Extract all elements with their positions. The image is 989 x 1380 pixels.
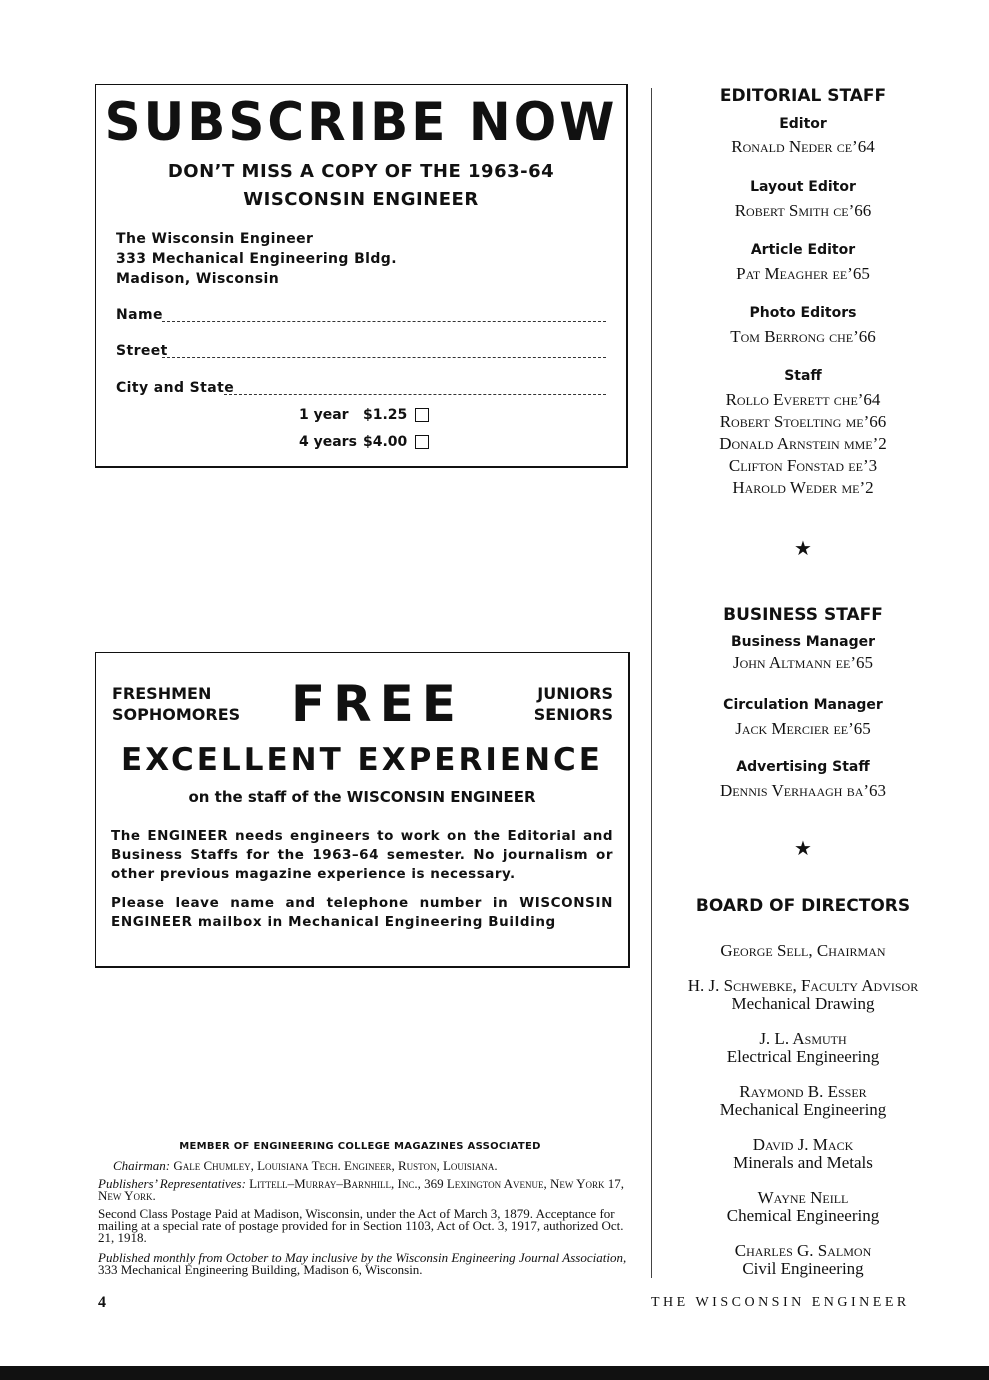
reps-line	[98, 1178, 633, 1202]
city-state-blank[interactable]	[224, 394, 606, 395]
star-divider-icon: ★	[794, 536, 812, 560]
recruit-paragraph: The ENGINEER needs engineers to work on the Editorial and Business Staffs for the 1963–64 semester. No journalism or other previous magazine experience is necessary.	[111, 828, 613, 882]
street-label: Street	[116, 343, 168, 359]
board-member-dept: Chemical Engineering	[726, 1206, 880, 1225]
scan-edge	[0, 1366, 989, 1380]
option-price: $4.00	[363, 434, 408, 450]
free-heading: FREE	[291, 675, 464, 733]
editorial-staff-heading: EDITORIAL STAFF	[719, 86, 887, 106]
reps-text: Littell–Murray–Barnhill, Inc., 369 Lexington Avenue, New York 17, New York.	[98, 1176, 625, 1203]
chairman-text: Gale Chumley, Louisiana Tech. Engineer, Ruston, Louisiana.	[173, 1158, 498, 1173]
board-member-name: J. L. Asmuth	[759, 1029, 847, 1048]
name-field[interactable]	[116, 307, 606, 327]
reps-label: Publishers’ Representatives:	[98, 1176, 246, 1191]
published-text: Published monthly from October to May inclusive by the Wisconsin Engineering Journal Association,	[98, 1250, 627, 1265]
staff-member: Rollo Everett che’64	[725, 390, 881, 409]
class-seniors: SENIORS	[533, 705, 613, 724]
option-price: $1.25	[363, 407, 408, 423]
editor-role: Editor	[779, 116, 827, 132]
staff-role: Staff	[784, 368, 822, 384]
board-heading: BOARD OF DIRECTORS	[695, 896, 911, 916]
board-member-name: David J. Mack	[752, 1135, 854, 1154]
advertising-staff-name: Dennis Verhaagh ba’63	[719, 781, 887, 800]
board-member-dept: Mechanical Drawing	[731, 994, 875, 1013]
circulation-manager-role: Circulation Manager	[723, 697, 883, 713]
board-member-dept: Civil Engineering	[742, 1259, 864, 1278]
class-juniors: JUNIORS	[537, 684, 613, 703]
board-member-name: Raymond B. Esser	[739, 1082, 867, 1101]
star-divider-icon: ★	[794, 836, 812, 860]
chairman-label: Chairman:	[113, 1158, 171, 1173]
board-member-name: George Sell, Chairman	[720, 941, 886, 960]
option-term: 1 year	[299, 407, 349, 423]
one-year-checkbox[interactable]	[415, 408, 429, 422]
photo-editors-role: Photo Editors	[749, 305, 857, 321]
staff-member: Clifton Fonstad ee’3	[728, 456, 878, 475]
experience-title: EXCELLENT EXPERIENCE	[121, 742, 603, 778]
circulation-manager-name: Jack Mercier ee’65	[735, 719, 871, 738]
layout-editor-name: Robert Smith ce’66	[734, 201, 872, 220]
address-line: The Wisconsin Engineer	[116, 231, 314, 247]
staff-member: Robert Stoelting me’66	[719, 412, 887, 431]
free-experience-box	[95, 652, 630, 968]
published-line	[98, 1252, 633, 1276]
board-member-dept: Electrical Engineering	[726, 1047, 880, 1066]
advertising-staff-role: Advertising Staff	[736, 759, 870, 775]
staff-member: Harold Weder me’2	[732, 478, 874, 497]
chairman-line	[113, 1160, 633, 1172]
city-state-field[interactable]	[116, 380, 606, 400]
business-manager-role: Business Manager	[731, 634, 875, 650]
business-staff-heading: BUSINESS STAFF	[723, 605, 883, 625]
member-line: MEMBER OF ENGINEERING COLLEGE MAGAZINES ASSOCIATED	[179, 1141, 541, 1152]
option-term: 4 years	[299, 434, 357, 450]
street-blank[interactable]	[162, 357, 606, 358]
board-member-name: Charles G. Salmon	[734, 1241, 872, 1260]
editor-name: Ronald Neder ce’64	[731, 137, 875, 156]
subscribe-line-2: WISCONSIN ENGINEER	[243, 189, 479, 210]
contact-paragraph: Please leave name and telephone number in WISCONSIN ENGINEER mailbox in Mechanical Engineering Building	[111, 895, 613, 930]
subscribe-box	[95, 84, 628, 468]
subscribe-line-1: DON’T MISS A COPY OF THE 1963-64	[167, 161, 555, 182]
board-member-name: H. J. Schwebke, Faculty Advisor	[687, 976, 919, 995]
class-freshmen: FRESHMEN	[112, 684, 212, 703]
name-blank[interactable]	[162, 321, 606, 322]
board-member-dept: Mechanical Engineering	[719, 1100, 887, 1119]
article-editor-role: Article Editor	[750, 242, 856, 258]
address-line: 333 Mechanical Engineering Bldg.	[116, 251, 397, 267]
staff-member: Donald Arnstein mme’2	[719, 434, 887, 453]
business-manager-name: John Altmann ee’65	[732, 653, 873, 672]
board-member-dept: Minerals and Metals	[733, 1153, 873, 1172]
class-sophomores: SOPHOMORES	[112, 705, 241, 724]
running-title: THE WISCONSIN ENGINEER	[651, 1295, 910, 1310]
name-label: Name	[116, 307, 163, 323]
published-address: 333 Mechanical Engineering Building, Madison 6, Wisconsin.	[98, 1262, 423, 1277]
page-number: 4	[98, 1294, 106, 1311]
address-line: Madison, Wisconsin	[116, 271, 280, 287]
photo-editor-name: Tom Berrong che’66	[730, 327, 876, 346]
city-state-label: City and State	[116, 380, 235, 396]
street-field[interactable]	[116, 343, 606, 363]
postage-line: Second Class Postage Paid at Madison, Wisconsin, under the Act of March 3, 1879. Acceptance for mailing at a special rate of postage provided for in Section 1103, Act of Oct. 3, 1917, authorized Oct. 21, 1918.	[98, 1206, 624, 1245]
four-years-checkbox[interactable]	[415, 435, 429, 449]
board-member-name: Wayne Neill	[757, 1188, 849, 1207]
subscribe-title: SUBSCRIBE NOW	[104, 91, 618, 153]
column-divider	[651, 88, 652, 1278]
layout-editor-role: Layout Editor	[750, 179, 856, 195]
article-editor-name: Pat Meagher ee’65	[736, 264, 870, 283]
experience-subtitle: on the staff of the WISCONSIN ENGINEER	[188, 788, 536, 806]
